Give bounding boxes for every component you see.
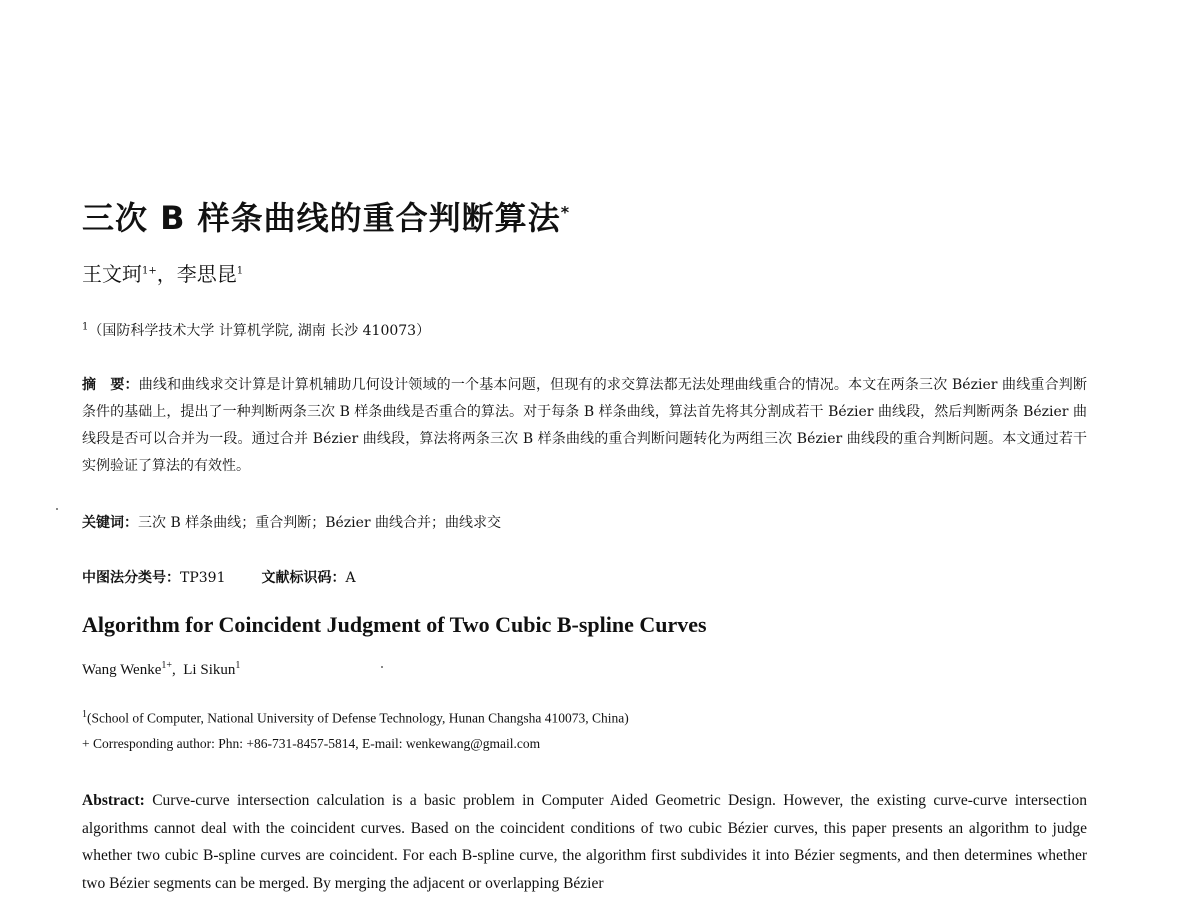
affiliation-cn [82,320,430,340]
affiliation-en [82,709,629,727]
abstract-cn-label: 摘 要： [82,377,139,393]
abstract-cn-text: 曲线和曲线求交计算是计算机辅助几何设计领域的一个基本问题，但现有的求交算法都无法处理曲线重合的情况。本文在两条三次 Bézier 曲线重合判断条件的基础上，提出了一种判断两条三次 B 样条曲线是否重合的算法。对于每条 B 样条曲线，算法首先将其分割成若干 Bézier 曲线段，然后判断两条 Bézier 曲线段是否可以合并为一段。通过合并 Bézier 曲线段，算法将两条三次 B 样条曲线的重合判断问题转化为两组三次 Bézier 曲线段的重合判断问题。本文通过若干实例验证了算法的有效性。 [82,377,1087,474]
affiliation-en-sup: 1 [82,709,87,720]
abstract-en-text: Curve-curve intersection calculation is a basic problem in Computer Aided Geometric Design. However, the existing curve-curve intersection algorithms cannot deal with the coincident curves. Based on the coincident conditions of two cubic Bézier curves, this paper presents an algorithm to judge whether two cubic B-spline curves are coincident. For each B-spline curve, the algorithm first subdivides it into Bézier segments, and then determines whether two Bézier segments can be merged. By merging the adjacent or overlapping Bézier [82,792,1087,892]
affiliation-en-text: (School of Computer, National University of Defense Technology, Hunan Changsha 410073, China) [87,710,629,726]
corresponding-author: + Corresponding author: Phn: +86-731-8457-5814, E-mail: wenkewang@gmail.com [82,736,541,751]
authors-en [82,660,240,679]
author-cn-2: 李思昆 [176,262,237,286]
keywords-cn-text: 三次 B 样条曲线；重合判断；Bézier 曲线合并；曲线求交 [138,515,502,531]
clc-label: 中图法分类号： [82,570,180,586]
author-separator: ， [156,262,177,286]
doc-code-label: 文献标识码： [261,570,346,586]
abstract-en-label: Abstract: [82,792,145,809]
classification-line [82,567,356,587]
authors-cn [82,258,243,287]
author-cn-1-sup: 1+ [142,265,157,277]
author-cn-1: 王文珂 [82,262,142,286]
author-en-1-sup: 1+ [161,660,173,671]
author-cn-2-sup: 1 [236,265,244,277]
title-footnote-mark: * [560,202,571,222]
author-en-separator: , [172,662,184,678]
affiliation-cn-sup: 1 [82,321,89,333]
abstract-cn [82,372,1087,480]
scan-speck [381,666,383,668]
abstract-en [82,787,1087,897]
author-en-1: Wang Wenke [82,662,162,678]
keywords-cn [82,512,501,532]
clc-value: TP391 [180,570,226,586]
paper-title-cn: 三次 B 样条曲线的重合判断算法* [82,199,571,237]
scan-speck [56,508,58,510]
doc-code-value: A [345,570,356,586]
author-en-2-sup: 1 [235,660,241,671]
affiliation-cn-text: （国防科学技术大学 计算机学院, 湖南 长沙 410073） [88,323,431,339]
keywords-cn-label: 关键词： [82,515,138,531]
author-en-2: Li Sikun [183,662,236,678]
paper-title-en: Algorithm for Coincident Judgment of Two Cubic B-spline Curves [82,612,707,637]
